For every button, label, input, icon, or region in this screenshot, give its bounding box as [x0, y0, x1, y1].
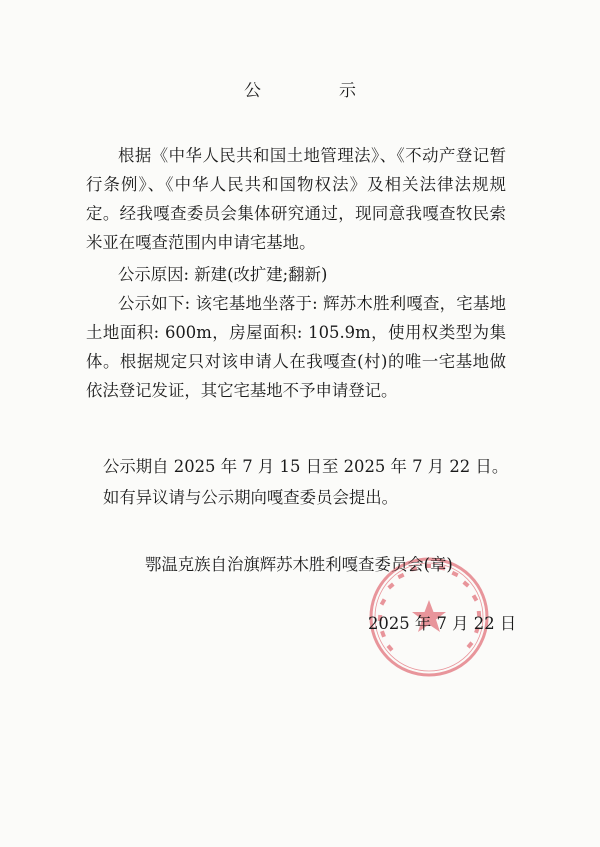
notice-title-right: 示	[339, 81, 356, 101]
notice-paragraph-basis: 根据《中华人民共和国土地管理法》、《不动产登记暂行条例》、《中华人民共和国物权法》及相关法律法规规定。经我嘎查委员会集体研究通过，现同意我嘎查牧民索米亚在嘎查范围内申请宅基地。	[86, 146, 506, 252]
notice-title-left: 公	[244, 81, 261, 101]
notice-date: 2025 年 7 月 22 日	[368, 614, 517, 633]
notice-title	[0, 76, 600, 101]
notice-period: 公示期自 2025 年 7 月 15 日至 2025 年 7 月 22 日。	[103, 457, 509, 476]
notice-paragraph-reason: 公示原因: 新建(改扩建;翻新)	[118, 265, 328, 284]
notice-committee-signature: 鄂温克族自治旗辉苏木胜利嘎查委员会(章)	[145, 555, 453, 574]
notice-paragraph-details: 公示如下: 该宅基地坐落于: 辉苏木胜利嘎查，宅基地土地面积: 600m，房屋面积: 105.9m，使用权类型为集体。根据规定只对该申请人在我嘎查(村)的唯一宅基地做依法登记发证，其它宅基地不予申请登记。	[86, 294, 506, 400]
notice-objection: 如有异议请与公示期向嘎查委员会提出。	[103, 488, 399, 507]
